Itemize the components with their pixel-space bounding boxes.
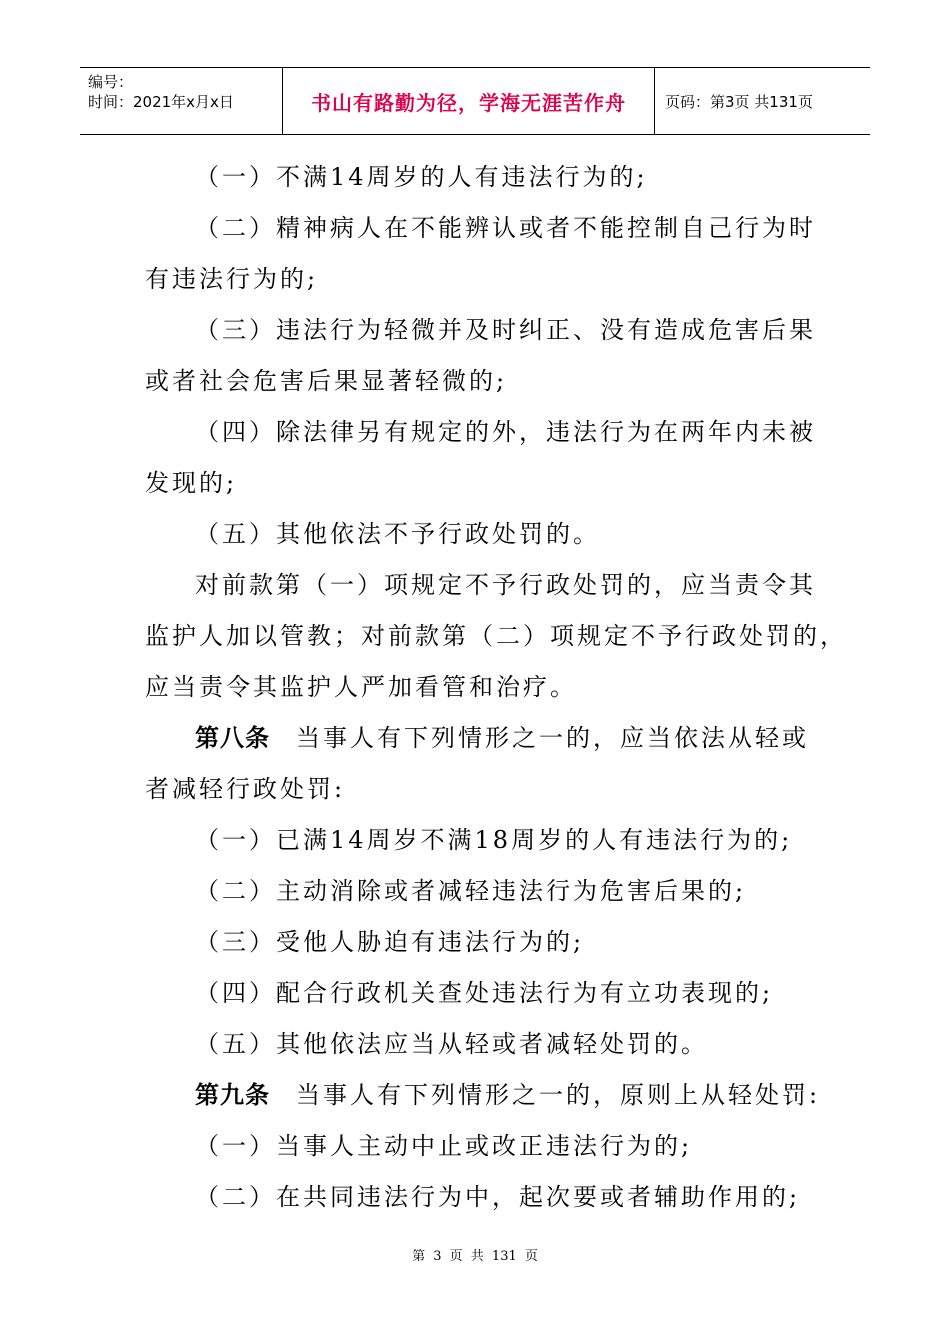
document-body [145,152,847,1223]
paragraph: （五）其他依法不予行政处罚的。 [195,520,600,548]
paragraph: 应当责令其监护人严加看管和治疗。 [145,673,577,701]
article-heading: 第九条 [195,1081,270,1109]
paragraph: （一）已满14周岁不满18周岁的人有违法行为的; [195,826,793,854]
article-heading: 第八条 [195,724,270,752]
paragraph: 对前款第（一）项规定不予行政处罚的，应当责令其 [195,571,816,599]
header-page-info: 页码：第3页 共131页 [665,92,813,111]
document-number-label: 编号： [88,73,134,91]
paragraph: 有违法行为的; [145,265,319,293]
paragraph: （三）违法行为轻微并及时纠正、没有造成危害后果 [195,316,816,344]
header-motto: 书山有路勤为径，学海无涯苦作舟 [283,68,655,134]
page-header [80,67,870,135]
article-paragraph: 第八条 当事人有下列情形之一的，应当依法从轻或 [195,724,809,752]
paragraph: （二）精神病人在不能辨认或者不能控制自己行为时 [195,214,816,242]
paragraph: （四）配合行政机关查处违法行为有立功表现的; [195,979,774,1007]
paragraph: 或者社会危害后果显著轻微的; [145,367,508,395]
header-meta [80,68,283,134]
paragraph: 发现的; [145,469,238,497]
paragraph: （一）当事人主动中止或改正违法行为的; [195,1132,693,1160]
paragraph: （二）在共同违法行为中，起次要或者辅助作用的; [195,1183,801,1211]
document-date: 时间：2021年x月x日 [88,93,234,111]
paragraph: （五）其他依法应当从轻或者减轻处罚的。 [195,1030,708,1058]
paragraph: 监护人加以管教；对前款第（二）项规定不予行政处罚的， [145,622,847,650]
paragraph: （二）主动消除或者减轻违法行为危害后果的; [195,877,747,905]
paragraph: （三）受他人胁迫有违法行为的; [195,928,585,956]
paragraph: （一）不满14周岁的人有违法行为的; [195,163,648,191]
article-paragraph: 第九条 当事人有下列情形之一的，原则上从轻处罚: [195,1081,821,1109]
page-footer: 第 3 页 共 131 页 [412,1249,538,1264]
paragraph: 者减轻行政处罚: [145,775,346,803]
paragraph: （四）除法律另有规定的外，违法行为在两年内未被 [195,418,816,446]
